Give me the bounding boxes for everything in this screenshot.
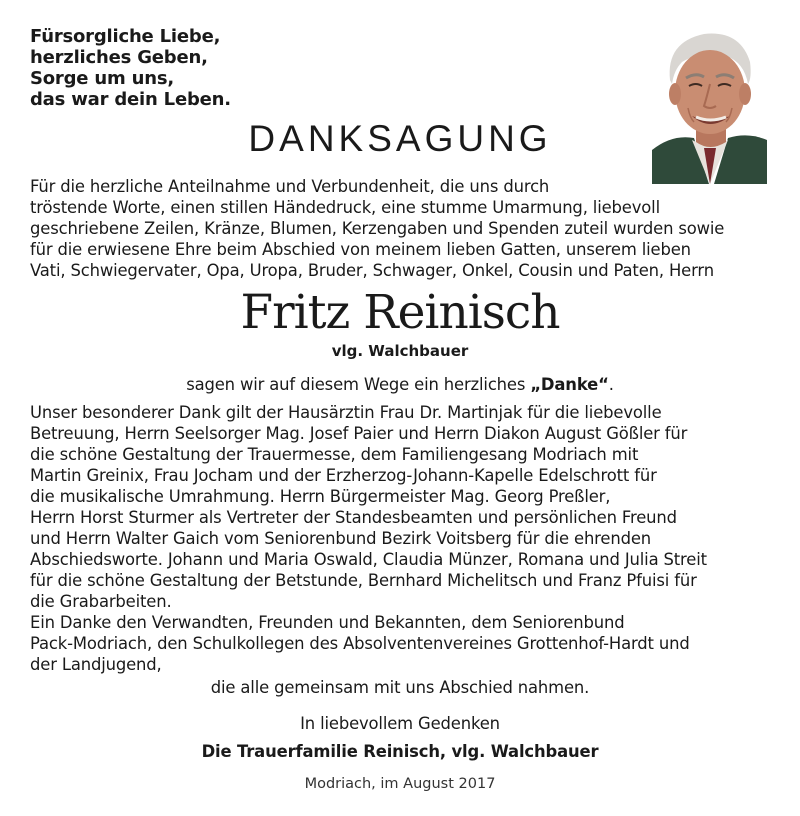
farewell-line: die alle gemeinsam mit uns Abschied nahmen. (210, 678, 590, 697)
deceased-vulgo: vlg. Walchbauer (331, 342, 469, 360)
intro-line: für die erwiesene Ehre beim Abschied von meinem lieben Gatten, unserem lieben (30, 240, 691, 259)
motto-line: herzliches Geben, (30, 47, 208, 68)
body-line: die Grabarbeiten. (30, 592, 172, 611)
deceased-name: Fritz Reinisch (240, 285, 560, 340)
body-line: und Herrn Walter Gaich vom Seniorenbund Bezirk Voitsberg für die ehrenden (30, 529, 652, 548)
intro-line: Für die herzliche Anteilnahme und Verbundenheit, die uns durch (30, 177, 550, 196)
body-line: Abschiedsworte. Johann und Maria Oswald, Claudia Münzer, Romana und Julia Streit (30, 550, 707, 569)
motto (30, 26, 231, 110)
body-line: Ein Danke den Verwandten, Freunden und Bekannten, dem Seniorenbund (30, 613, 625, 632)
intro-line: Vati, Schwiegervater, Opa, Uropa, Bruder, Schwager, Onkel, Cousin und Paten, Herrn (30, 261, 714, 280)
page-title: DANKSAGUNG (248, 118, 552, 159)
thanks-suffix: . (608, 375, 614, 394)
place-date: Modriach, im August 2017 (304, 776, 496, 792)
body-paragraph (30, 402, 707, 675)
thanks-emphasis: „Danke“ (530, 375, 609, 394)
intro-line: tröstende Worte, einen stillen Händedruck, eine stumme Umarmung, liebevoll (30, 198, 660, 217)
body-line: Herrn Horst Sturmer als Vertreter der Standesbeamten und persönlichen Freund (30, 508, 677, 527)
body-line: die musikalische Umrahmung. Herrn Bürgermeister Mag. Georg Preßler, (30, 487, 611, 506)
body-line: Pack-Modriach, den Schulkollegen des Absolventenvereines Grottenhof-Hardt und (30, 634, 690, 653)
body-line: für die schöne Gestaltung der Betstunde, Bernhard Michelitsch und Franz Pfuisi für (30, 571, 697, 590)
body-line: Unser besonderer Dank gilt der Hausärztin Frau Dr. Martinjak für die liebevolle (30, 403, 662, 422)
body-line: die schöne Gestaltung der Trauermesse, dem Familiengesang Modriach mit (30, 445, 639, 464)
intro-line: geschriebene Zeilen, Kränze, Blumen, Kerzengaben und Spenden zuteil wurden sowie (30, 219, 725, 238)
motto-line: Fürsorgliche Liebe, (30, 26, 221, 47)
motto-line: das war dein Leben. (30, 89, 231, 110)
intro-paragraph (30, 176, 724, 281)
motto-line: Sorge um uns, (30, 68, 174, 89)
body-line: Betreuung, Herrn Seelsorger Mag. Josef Paier und Herrn Diakon August Gößler für (30, 424, 688, 443)
body-line: der Landjugend, (30, 655, 162, 674)
memory-line: In liebevollem Gedenken (300, 714, 500, 733)
body-line: Martin Greinix, Frau Jocham und der Erzherzog-Johann-Kapelle Edelschrott für (30, 466, 657, 485)
family-signature: Die Trauerfamilie Reinisch, vlg. Walchbauer (201, 742, 599, 761)
thanks-line (0, 374, 800, 395)
thanks-prefix: sagen wir auf diesem Wege ein herzliches (186, 375, 531, 394)
